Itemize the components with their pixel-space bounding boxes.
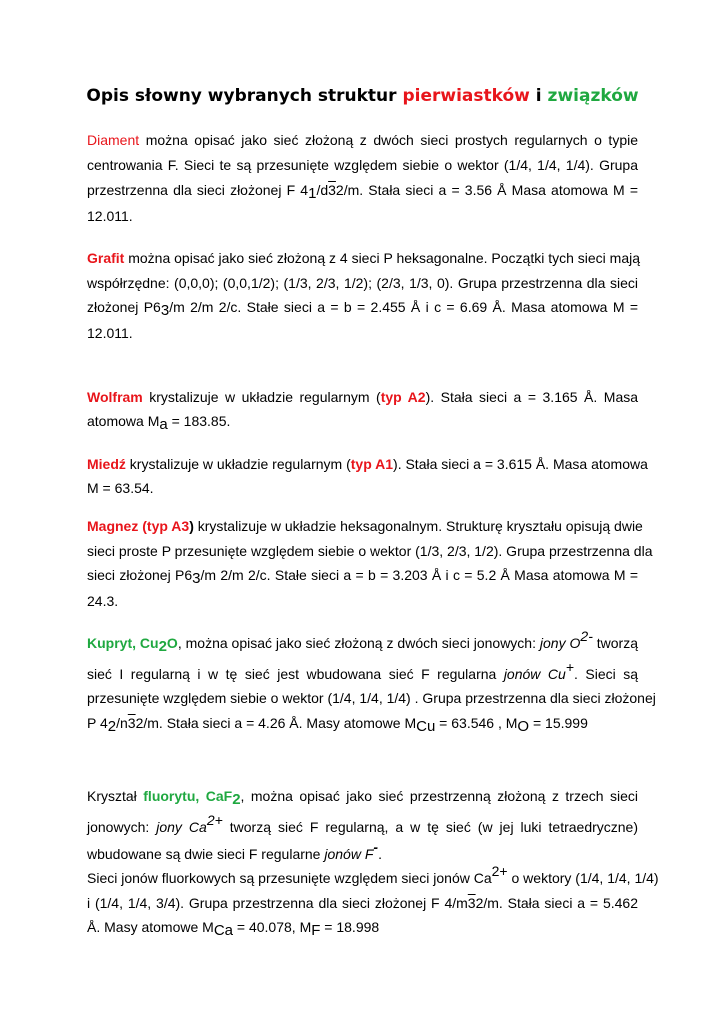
diament-name-rest: iament <box>97 132 140 148</box>
kupryt-text: = 15.999 <box>529 715 588 731</box>
fluoryt-text: = 18.998 <box>320 919 380 935</box>
fluoryt-name: fluorytu, CaF <box>143 788 233 804</box>
title-compounds: związków <box>547 86 639 106</box>
fluoryt-line-2 <box>87 812 639 836</box>
wolfram-subscript: a <box>159 416 168 433</box>
fluoryt-text: = 40.078, M <box>233 919 312 935</box>
kupryt-text: tworzą <box>592 635 639 651</box>
kupryt-superscript: + <box>565 659 574 675</box>
miedz-line-1 <box>87 455 648 473</box>
grafit-line-1 <box>87 249 641 267</box>
fluoryt-text: , można opisać jako sieć przestrzenną złożoną z trzech sieci <box>240 788 639 804</box>
kupryt-subscript: 2 <box>158 638 167 655</box>
fluoryt-ion: jonów F <box>324 846 374 862</box>
fluoryt-text: Kryształ <box>87 788 144 804</box>
grafit-line-4: 12.011. <box>87 325 133 341</box>
fluoryt-text: Å. Masy atomowe M <box>87 919 214 935</box>
wolfram-text: krystalizuje w układzie regularnym ( <box>149 389 381 405</box>
kupryt-line-2 <box>87 659 638 683</box>
kupryt-text: P 4 <box>87 715 108 731</box>
kupryt-superscript: 2- <box>580 628 593 644</box>
miedz-text: krystalizuje w układzie regularnym ( <box>129 456 351 472</box>
wolfram-type: typ A2 <box>380 389 426 405</box>
grafit-line-2: współrzędne: (0,0,0); (0,0,1/2); (1/3, 2/3, 1/2); (2/3, 1/3, 0). Grupa przestrzenna dla sieci <box>87 275 638 291</box>
grafit-line-3 <box>87 298 638 319</box>
magnez-subscript: 3 <box>192 570 201 587</box>
magnez-line-4: 24.3. <box>87 593 119 609</box>
kupryt-line-4 <box>87 714 638 735</box>
wolfram-line-1 <box>87 388 638 406</box>
fluoryt-text: . <box>378 846 382 862</box>
fluoryt-text: wbudowane są dwie sieci F regularne <box>87 846 325 862</box>
grafit-subscript: 3 <box>160 302 170 319</box>
title-conj: i <box>529 86 548 106</box>
fluoryt-superscript: 2+ <box>491 863 508 879</box>
diament-text: przestrzenna dla sieci złożonej F 4 <box>87 182 309 198</box>
magnez-text: krystalizuje w układzie heksagonalnym. Strukturę kryształu opisują dwie <box>197 518 643 534</box>
kupryt-overline-digit: 3 <box>127 715 136 731</box>
diament-line-1 <box>87 131 638 149</box>
wolfram-name: Wolfram <box>87 389 143 405</box>
diament-overline-digit: 3 <box>328 182 336 198</box>
grafit-text: złożonej P6 <box>87 299 161 315</box>
diament-name-first: D <box>87 132 98 148</box>
magnez-line-3 <box>87 566 638 587</box>
fluoryt-ion: jony Ca <box>156 819 207 835</box>
fluoryt-text: Sieci jonów fluorkowych są przesunięte względem sieci jonów Ca <box>87 870 492 886</box>
fluoryt-superscript: - <box>373 839 379 855</box>
fluoryt-subscript: 2 <box>232 791 241 808</box>
magnez-text: /m 2/m 2/c. Stałe sieci a = b = 3.203 Å i c = 5.2 Å Masa atomowa M = <box>200 567 638 583</box>
fluoryt-text: 2/m. Stała sieci a = 5.462 <box>475 895 638 911</box>
kupryt-text: , można opisać jako sieć złożoną z dwóch sieci jonowych: <box>177 635 540 651</box>
diament-subscript: 1 <box>308 185 317 202</box>
diament-line-3 <box>87 181 639 202</box>
kupryt-ion: jonów Cu <box>503 666 566 682</box>
magnez-type: typ A3 <box>146 518 190 534</box>
wolfram-text: = 183.85. <box>167 413 231 429</box>
kupryt-text: /n <box>116 715 128 731</box>
kupryt-text: . Sieci są <box>573 666 638 682</box>
kupryt-text: 2/m. Stała sieci a = 4.26 Å. Masy atomowe M <box>135 715 417 731</box>
fluoryt-subscript: F <box>311 922 321 939</box>
kupryt-name: Kupryt, Cu <box>87 635 159 651</box>
diament-text: /d <box>316 182 329 198</box>
kupryt-name-end: O <box>166 635 178 651</box>
fluoryt-overline-digit: 3 <box>467 895 476 911</box>
kupryt-subscript: O <box>517 718 530 735</box>
kupryt-line-3: przesunięte względem siebie o wektor (1/4, 1/4, 1/4) . Grupa przestrzenna dla sieci złożonej <box>87 690 656 706</box>
miedz-name: Miedź <box>87 456 126 472</box>
fluoryt-superscript: 2+ <box>206 812 223 828</box>
page-title <box>0 86 725 106</box>
fluoryt-text: jonowych: <box>87 819 157 835</box>
magnez-text: sieci złożonej P6 <box>87 567 193 583</box>
fluoryt-text: i (1/4, 1/4, 3/4). Grupa przestrzenna dla sieci złożonej F 4/m <box>87 895 468 911</box>
fluoryt-line-6 <box>87 918 638 939</box>
kupryt-line-1 <box>87 628 639 655</box>
magnez-line-2: sieci proste P przesunięte względem siebie o wektor (1/3, 2/3, 1/2). Grupa przestrzenna dla <box>87 543 653 559</box>
kupryt-ion: jony O <box>539 635 581 651</box>
grafit-name: Grafit <box>87 250 125 266</box>
fluoryt-text: tworzą sieć F regularną, a w tę sieć (w jej luki tetraedryczne) <box>222 819 639 835</box>
diament-text: 2/m. Stała sieci a = 3.56 Å Masa atomowa M = <box>335 182 639 198</box>
kupryt-text: sieć I regularną i w tę sieć jest wbudowana sieć F regularna <box>87 666 504 682</box>
grafit-text: można opisać jako sieć złożoną z 4 sieci P heksagonalne. Początki tych sieci mają <box>128 250 641 266</box>
title-elements: pierwiastków <box>402 86 530 106</box>
diament-text: można opisać jako sieć złożoną z dwóch sieci prostych regularnych o typie <box>145 132 638 148</box>
wolfram-text: atomowa M <box>87 413 160 429</box>
miedz-type: typ A1 <box>350 456 394 472</box>
kupryt-text: = 63.546 , M <box>435 715 518 731</box>
fluoryt-subscript: Ca <box>213 922 234 939</box>
fluoryt-line-3 <box>87 839 638 863</box>
miedz-line-2: M = 63.54. <box>87 480 154 496</box>
kupryt-subscript: Cu <box>416 718 436 735</box>
fluoryt-line-4 <box>87 863 659 887</box>
wolfram-line-2 <box>87 412 638 433</box>
diament-line-4: 12.011. <box>87 208 133 224</box>
diament-line-2: centrowania F. Sieci te są przesunięte względem siebie o wektor (1/4, 1/4, 1/4). Grupa <box>87 157 638 173</box>
wolfram-text: ). Stała sieci a = 3.165 Å. Masa <box>425 389 639 405</box>
miedz-text: ). Stała sieci a = 3.615 Å. Masa atomowa <box>393 456 648 472</box>
title-prefix: Opis słowny wybranych struktur <box>86 86 403 106</box>
kupryt-subscript: 2 <box>107 718 117 735</box>
grafit-text: /m 2/m 2/c. Stałe sieci a = b = 2.455 Å i c = 6.69 Å. Masa atomowa M = <box>169 299 638 315</box>
fluoryt-line-5 <box>87 894 638 912</box>
fluoryt-text: o wektory (1/4, 1/4, 1/4) <box>507 870 659 886</box>
magnez-line-1: Magnez (typ A3) krystalizuje w układzie heksagonalnym. Strukturę kryształu opisują dwie <box>87 518 643 534</box>
magnez-name: Magnez <box>87 518 139 534</box>
fluoryt-line-1 <box>87 787 639 808</box>
